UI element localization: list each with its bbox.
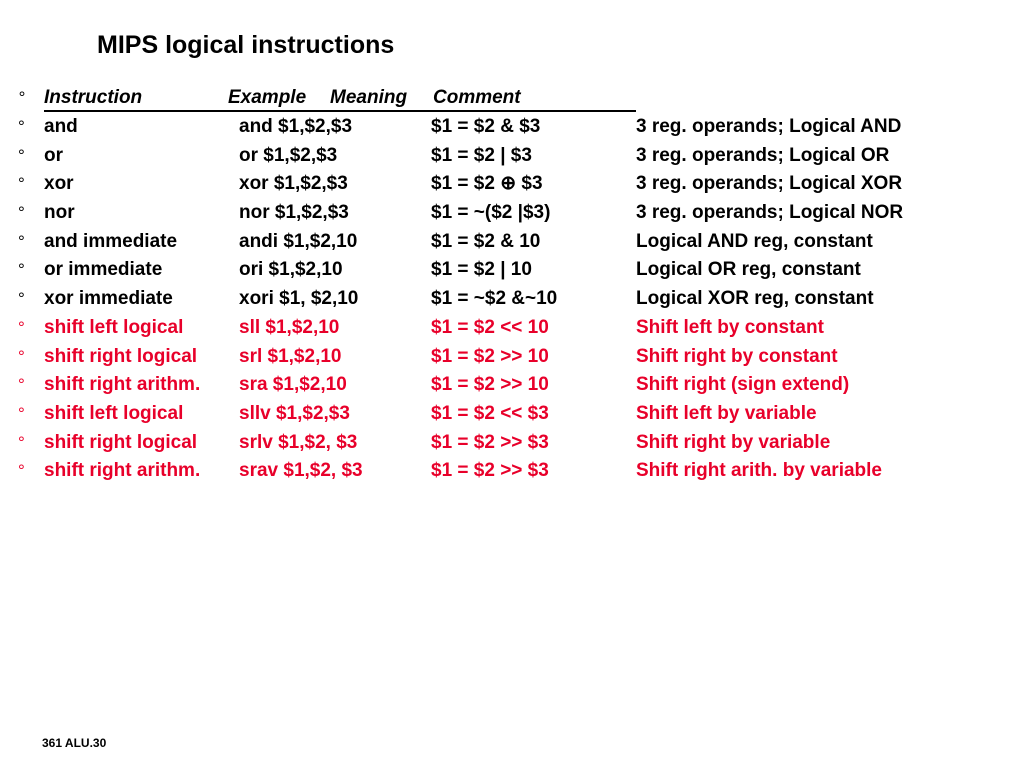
instruction-example: sllv $1,$2,$3 [239, 402, 350, 424]
table-row [0, 400, 1024, 429]
instruction-name: shift left logical [44, 316, 184, 338]
table-header [0, 84, 1024, 112]
instruction-comment: 3 reg. operands; Logical AND [636, 116, 902, 137]
header-meaning: Meaning [330, 87, 408, 108]
instruction-meaning: $1 = $2 >> $3 [431, 431, 549, 453]
instruction-comment: 3 reg. operands; Logical OR [636, 144, 890, 166]
bullet-marker: ° [18, 375, 25, 395]
bullet-marker: ° [18, 432, 25, 452]
instruction-name: nor [44, 202, 75, 224]
instruction-list [0, 113, 1024, 486]
table-row [0, 285, 1024, 314]
instruction-name: shift right arithm. [44, 460, 201, 482]
bullet-marker: ° [18, 203, 25, 223]
table-row [0, 228, 1024, 257]
table-row [0, 199, 1024, 228]
instruction-comment: Shift right by variable [636, 431, 831, 453]
instruction-meaning: $1 = ~$2 &~10 [431, 288, 558, 310]
bullet-marker: ° [18, 260, 25, 280]
instruction-comment: Logical XOR reg, constant [636, 288, 874, 310]
instruction-name: xor immediate [44, 288, 173, 310]
instruction-comment: Logical OR reg, constant [636, 259, 861, 281]
header-underline [44, 110, 636, 112]
table-row [0, 343, 1024, 372]
instruction-name: and [44, 116, 78, 137]
instruction-name: or immediate [44, 259, 163, 281]
table-row [0, 256, 1024, 285]
instruction-meaning: $1 = $2 << 10 [431, 316, 549, 338]
bullet-marker: ° [18, 461, 25, 481]
instruction-meaning: $1 = $2 >> 10 [431, 345, 549, 367]
instruction-comment: Shift left by variable [636, 402, 817, 424]
instruction-comment: Shift right (sign extend) [636, 374, 850, 396]
header-instruction: Instruction [44, 87, 143, 108]
bullet-marker: ° [18, 88, 25, 107]
table-row [0, 457, 1024, 486]
instruction-example: xori $1, $2,10 [239, 288, 359, 310]
instruction-meaning: $1 = $2 & $3 [431, 116, 541, 137]
instruction-comment: Logical AND reg, constant [636, 230, 873, 252]
header-example: Example [228, 87, 307, 108]
header-comment: Comment [433, 87, 521, 108]
instruction-example: sra $1,$2,10 [239, 374, 347, 396]
instruction-name: shift right arithm. [44, 374, 201, 396]
instruction-name: shift right logical [44, 345, 198, 367]
instruction-example: and $1,$2,$3 [239, 116, 353, 137]
bullet-marker: ° [18, 145, 25, 165]
instruction-example: srav $1,$2, $3 [239, 460, 363, 482]
table-row [0, 371, 1024, 400]
instruction-meaning: $1 = $2 | 10 [431, 259, 532, 281]
instruction-example: andi $1,$2,10 [239, 230, 358, 252]
instruction-example: xor $1,$2,$3 [239, 173, 348, 195]
instruction-name: xor [44, 173, 74, 195]
instruction-example: nor $1,$2,$3 [239, 202, 349, 224]
instruction-example: or $1,$2,$3 [239, 144, 338, 166]
table-row [0, 113, 1024, 142]
table-row [0, 142, 1024, 171]
slide-footer: 361 ALU.30 [42, 736, 107, 750]
instruction-comment: Shift right by constant [636, 345, 838, 367]
instruction-example: srlv $1,$2, $3 [239, 431, 358, 453]
instruction-comment: 3 reg. operands; Logical NOR [636, 202, 904, 224]
table-row [0, 170, 1024, 199]
instruction-example: srl $1,$2,10 [239, 345, 342, 367]
page-title: MIPS logical instructions [97, 31, 395, 59]
instruction-comment: Shift left by constant [636, 316, 824, 338]
instruction-name: shift right logical [44, 431, 198, 453]
bullet-marker: ° [18, 403, 25, 423]
bullet-marker: ° [18, 346, 25, 366]
instruction-name: shift left logical [44, 402, 184, 424]
instruction-example: ori $1,$2,10 [239, 259, 343, 281]
instruction-meaning: $1 = $2 & 10 [431, 230, 541, 252]
instruction-meaning: $1 = ~($2 |$3) [431, 202, 551, 224]
bullet-marker: ° [18, 174, 25, 194]
instruction-meaning: $1 = $2 << $3 [431, 402, 549, 424]
instruction-name: or [44, 144, 63, 166]
instruction-meaning: $1 = $2 >> $3 [431, 460, 549, 482]
instruction-meaning: $1 = $2 >> 10 [431, 374, 549, 396]
instruction-comment: Shift right arith. by variable [636, 460, 882, 482]
bullet-marker: ° [18, 231, 25, 251]
bullet-marker: ° [18, 117, 25, 136]
table-row [0, 429, 1024, 458]
table-row [0, 314, 1024, 343]
instruction-example: sll $1,$2,10 [239, 316, 340, 338]
bullet-marker: ° [18, 317, 25, 337]
instruction-name: and immediate [44, 230, 178, 252]
bullet-marker: ° [18, 289, 25, 309]
instruction-meaning: $1 = $2 | $3 [431, 144, 532, 166]
instruction-meaning: $1 = $2 ⊕ $3 [431, 173, 543, 195]
instruction-comment: 3 reg. operands; Logical XOR [636, 173, 903, 195]
